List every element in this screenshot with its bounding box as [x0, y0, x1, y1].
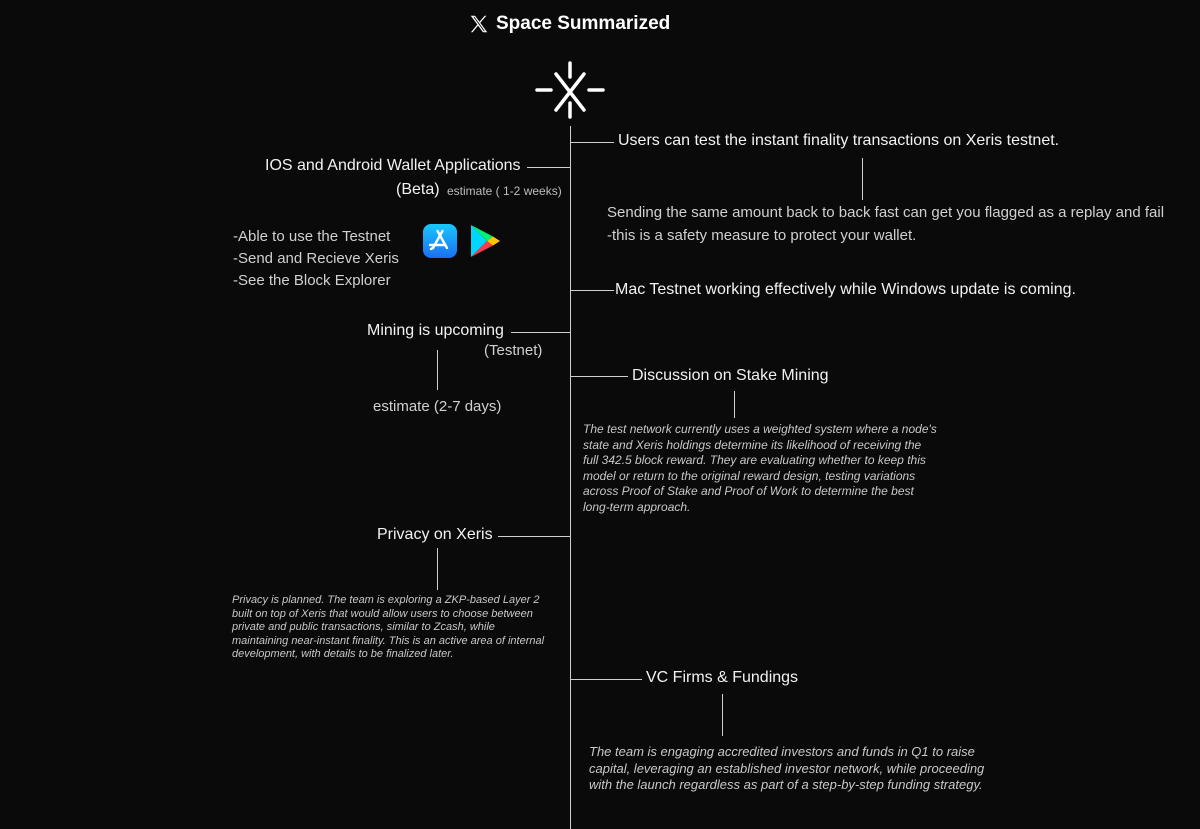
wallet-title: IOS and Android Wallet Applications [265, 157, 521, 174]
wallet-feature-2: -Send and Recieve Xeris [233, 250, 399, 267]
stake-body: The test network currently uses a weighted system where a node's state and Xeris holdings determine its likelihood of receiving the full 342.5 block reward. They are evaluating whether to keep this model or return to the original reward design, testing variations across Proof of Stake and Proof of Work to determine the best long-term approach. [583, 422, 937, 514]
connector-mining-estimate [437, 350, 438, 390]
mining-tag: (Testnet) [484, 342, 543, 359]
connector-testnet-note [862, 158, 863, 200]
connector-vc-body [722, 694, 723, 736]
connector-mac [570, 290, 614, 291]
vc-title: VC Firms & Fundings [646, 669, 799, 686]
mining-title: Mining is upcoming [367, 322, 504, 339]
header [468, 10, 670, 38]
privacy-body: Privacy is planned. The team is exploring a ZKP-based Layer 2 built on top of Xeris that would allow users to choose between private and public transactions, similar to Zcash, while maintaining near-instant finality. This is an active area of internal development, with details to be finalized later. [232, 594, 545, 660]
testnet-title: Users can test the instant finality transactions on Xeris testnet. [618, 132, 1060, 149]
timeline-spine [570, 126, 571, 829]
x-logo-icon [468, 13, 490, 35]
mining-estimate: estimate (2-7 days) [373, 398, 502, 415]
testnet-note-line1: Sending the same amount back to back fast can get you flagged as a replay and fail [607, 204, 1165, 221]
app-store-icon [423, 224, 457, 258]
privacy-title: Privacy on Xeris [377, 526, 493, 543]
stake-title: Discussion on Stake Mining [632, 367, 829, 384]
connector-stake-body [734, 391, 735, 418]
google-play-icon [468, 223, 502, 259]
connector-vc [570, 679, 642, 680]
connector-testnet [570, 142, 614, 143]
connector-wallet [527, 167, 570, 168]
wallet-feature-3: -See the Block Explorer [233, 272, 391, 289]
xeris-logo-icon [532, 60, 608, 120]
vc-body: The team is engaging accredited investors and funds in Q1 to raise capital, leveraging an established investor network, while proceeding with the launch regardless as part of a step-by-step funding strategy. [589, 744, 985, 792]
connector-privacy [498, 536, 570, 537]
wallet-feature-1: -Able to use the Testnet [233, 228, 391, 245]
testnet-note-line2: -this is a safety measure to protect your wallet. [607, 227, 917, 244]
connector-mining [511, 332, 570, 333]
mac-title: Mac Testnet working effectively while Windows update is coming. [615, 281, 1076, 298]
page-title: Space Summarized [496, 13, 671, 34]
connector-stake [570, 376, 628, 377]
wallet-beta: (Beta) [396, 181, 440, 198]
connector-privacy-body [437, 548, 438, 590]
wallet-estimate: estimate ( 1-2 weeks) [447, 184, 562, 198]
